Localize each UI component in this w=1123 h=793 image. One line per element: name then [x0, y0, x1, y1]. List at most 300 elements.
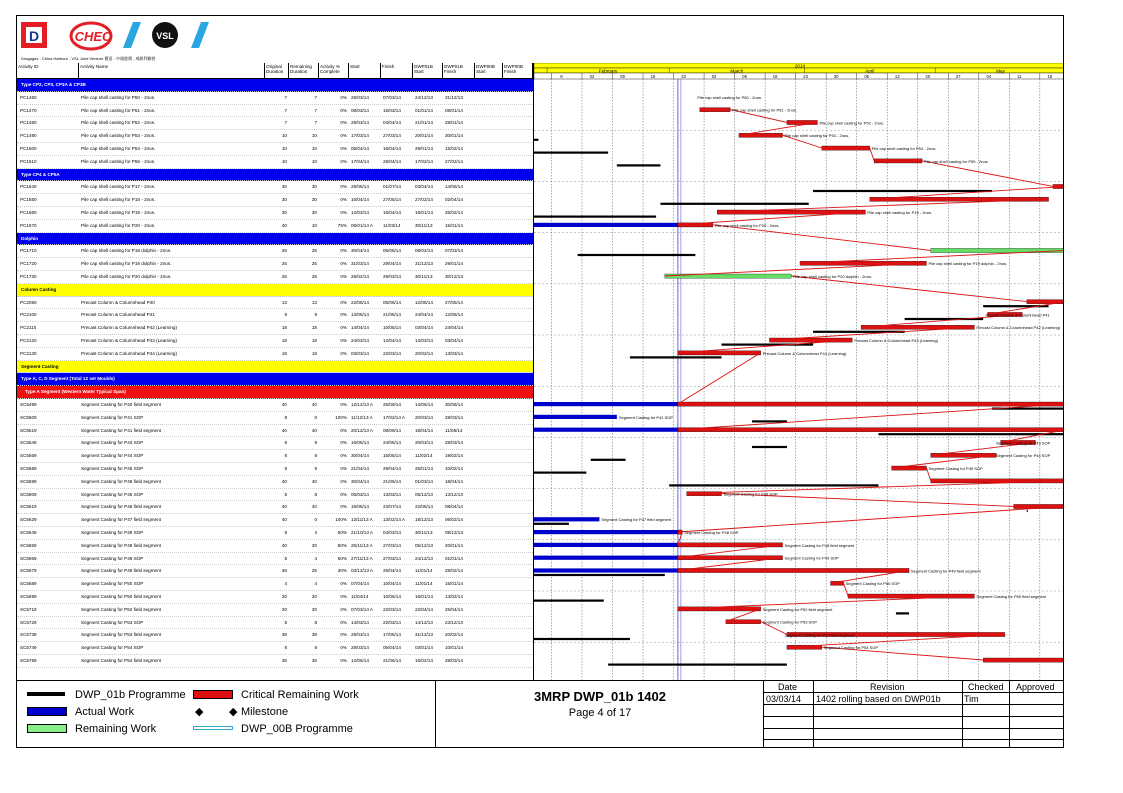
- finish-date: 21/06/14: [383, 658, 401, 663]
- original-duration: 18: [281, 338, 287, 343]
- table-row: [17, 501, 533, 514]
- remaining-duration: 10: [311, 146, 317, 151]
- start-date: 30/04/14: [351, 478, 369, 484]
- bar-label: Pile cap shell casting for P19 dolphin - 2nos.: [928, 261, 1008, 267]
- dwp01b-start: 17/02/14: [415, 158, 433, 164]
- activity-id: SC5619: [20, 504, 37, 510]
- finish-date: 27/03/14: [383, 555, 401, 561]
- table-row: [17, 463, 533, 476]
- dwp01b-start: 03/04/14: [415, 184, 433, 190]
- dwp01b-start: 18/04/14: [415, 427, 433, 433]
- dwp01b-finish: 10/02/14: [445, 466, 463, 471]
- critical-path-link: [678, 404, 1064, 430]
- original-duration: 40: [281, 402, 287, 407]
- baseline-bar: [630, 356, 722, 358]
- bar-label: Pile cap shell casting for P53 - 2nos.: [784, 133, 850, 139]
- finish-date: 04/03/14: [383, 530, 401, 535]
- finish-date: 13/03/14: [383, 491, 401, 497]
- activity-name: Segment Casting for P41 SOP: [81, 414, 144, 420]
- legend-label: Milestone: [241, 706, 289, 718]
- table-row: [17, 514, 533, 527]
- remaining-duration: 8: [314, 645, 317, 651]
- activity-id: PC1480: [20, 120, 37, 126]
- table-row: [17, 450, 533, 463]
- original-duration: 20: [281, 594, 287, 599]
- activity-id: PC1660: [20, 210, 37, 215]
- group-header-row: [17, 361, 533, 374]
- start-date: 17/04/14: [351, 158, 369, 164]
- dwp01b-start: 20/01/14: [415, 133, 433, 139]
- percent-complete: 50%: [337, 555, 347, 561]
- activity-id: PC2120: [20, 338, 37, 343]
- finish-date: 22/03/14: [383, 606, 401, 612]
- remaining-bar: [678, 428, 1064, 432]
- finish-date: 29/04/14: [383, 261, 401, 267]
- remaining-bar: [678, 351, 761, 355]
- activity-name: Segment Casting for P54 field segment: [81, 658, 161, 663]
- critical-path-link: [678, 506, 1064, 532]
- table-row: [17, 476, 533, 489]
- activity-name: Segment Casting for P46 field segment: [81, 504, 161, 510]
- start-date: 12/03/14: [351, 210, 369, 215]
- bar-label: Segment Casting for P41 SOP: [618, 414, 674, 420]
- week-label: 11: [1017, 74, 1022, 79]
- table-row: [17, 207, 533, 220]
- remaining-bar: [983, 658, 1064, 662]
- percent-complete: 0%: [340, 146, 347, 151]
- percent-complete: 0%: [340, 402, 347, 407]
- finish-date: 15/03/14: [383, 107, 401, 113]
- activity-name: Pile cap shell casting for P17 - 2nos.: [81, 184, 156, 190]
- table-row: [17, 437, 533, 450]
- finish-date: 29/03/14: [383, 274, 401, 279]
- group-title: Segment Casting: [21, 363, 59, 369]
- original-duration: 4: [284, 581, 287, 587]
- original-duration: 13: [281, 299, 287, 305]
- activity-name: Pile cap shell casting for P19 dolphin - 2nos.: [81, 261, 172, 267]
- original-duration: 40: [281, 542, 287, 548]
- dwp01b-start: 01/01/14: [415, 107, 433, 113]
- percent-complete: 0%: [340, 133, 347, 139]
- finish-date: 05/06/14: [383, 248, 401, 254]
- activity-id: SC5629: [20, 517, 37, 523]
- gantt-chart: [533, 63, 1064, 680]
- percent-complete: 0%: [340, 632, 347, 638]
- table-row: [17, 617, 533, 630]
- start-date: 12/12/13 A: [351, 402, 373, 407]
- bar-label: Segment Casting for P49 field segment: [911, 568, 981, 574]
- start-date: 27/11/13 A: [351, 555, 373, 561]
- original-duration: 40: [281, 517, 287, 523]
- percent-complete: 0%: [340, 466, 347, 471]
- start-date: 21/04/14: [351, 466, 369, 471]
- activity-name: Segment Casting for P49 field segment: [81, 568, 161, 574]
- activity-name: Pile cap shell casting for P18 - 2nos.: [81, 197, 156, 203]
- remaining-duration: 30: [311, 197, 317, 203]
- remaining-bar: [678, 402, 1064, 406]
- table-row: [17, 348, 533, 361]
- baseline-bar: [878, 433, 1064, 435]
- activity-name: Precast Column & Columnhead P41: [81, 312, 155, 318]
- actual-bar: [534, 568, 678, 572]
- dwp01b-start: 16/01/14: [415, 594, 433, 599]
- critical-path-link: [791, 276, 1026, 302]
- schedule-sheet: [16, 15, 1064, 748]
- start-date: 28/03/14: [351, 120, 369, 126]
- activity-name: Precast Column & Columnhead P42 (Learning): [81, 325, 178, 331]
- dwp01b-finish: 06/02/14: [445, 517, 463, 523]
- baseline-bar: [1027, 510, 1028, 512]
- remaining-bar: [892, 466, 927, 470]
- dwp01b-start: 14/05/14: [415, 402, 433, 407]
- remaining-duration: 20: [311, 594, 317, 599]
- activity-name: Segment Casting for P44 SOP: [81, 453, 144, 459]
- logo-1-text: D: [28, 28, 40, 44]
- start-date: 07/03/14 A: [351, 606, 373, 612]
- dwp01b-start: 27/02/14: [415, 197, 433, 203]
- activity-id: SC5549: [20, 440, 37, 446]
- remaining-duration: 18: [311, 338, 317, 343]
- critical-path-link: [713, 222, 931, 251]
- dwp01b-start: 25/01/14: [415, 466, 433, 471]
- activity-name: Pile cap shell casting for P19 - 2nos.: [81, 210, 156, 215]
- finish-date: 10/05/14: [383, 594, 401, 599]
- activity-name: Segment Casting for P45 SOP: [81, 466, 144, 471]
- bar-label: Precast Column & Columnhead P41: [985, 312, 1050, 318]
- original-duration: 7: [284, 120, 287, 126]
- chec-logo: [71, 23, 112, 49]
- remaining-duration: 8: [314, 466, 317, 471]
- dwp01b-start: 05/12/13: [415, 491, 433, 497]
- timeline-year: 2014: [794, 63, 806, 69]
- finish-date: 27/03/14: [383, 133, 401, 139]
- percent-complete: 0%: [340, 453, 347, 459]
- finish-date: 07/03/14: [383, 94, 401, 100]
- table-row: [17, 655, 533, 668]
- original-duration: 38: [281, 632, 287, 638]
- table-header: [17, 63, 533, 79]
- original-duration: 8: [284, 619, 287, 625]
- table-row: [17, 105, 533, 118]
- dwp01b-finish: 23/12/13: [445, 619, 463, 625]
- baseline-bar: [578, 254, 696, 256]
- remaining-bar: [874, 159, 922, 163]
- remaining-duration: 7: [314, 107, 317, 113]
- dwp01b-finish: 28/03/14: [445, 440, 463, 446]
- start-date: 12/05/14: [351, 658, 369, 663]
- original-duration: 10: [281, 158, 287, 164]
- activity-name: Segment Casting for P48 field segment: [81, 542, 161, 548]
- percent-complete: 100%: [335, 517, 347, 523]
- activity-id: SC5509: [20, 414, 37, 420]
- percent-complete: 0%: [340, 197, 347, 203]
- finish-date: 11/03/14: [383, 222, 401, 228]
- remaining-bar: [726, 620, 761, 624]
- percent-complete: 0%: [340, 274, 347, 279]
- original-duration: 8: [284, 555, 287, 561]
- rev-header-date: Date: [778, 682, 798, 692]
- original-duration: 30: [281, 197, 287, 203]
- percent-complete: 0%: [340, 120, 347, 126]
- percent-complete: 0%: [340, 261, 347, 267]
- start-date: 11/12/13 A: [351, 414, 373, 420]
- remaining-duration: 4: [314, 555, 317, 561]
- remaining-duration: 8: [314, 491, 317, 497]
- original-duration: 8: [284, 466, 287, 471]
- activity-id: SC5659: [20, 542, 37, 548]
- dwp01b-start: 18/12/13: [415, 517, 433, 523]
- dragages-logo: [21, 22, 47, 48]
- baseline-swatch: [27, 692, 65, 696]
- bar-label: Segment Casting for P54 SOP: [823, 645, 879, 651]
- remaining-bar: [678, 568, 909, 572]
- group-title: Type CP4 & CP5A: [21, 171, 60, 177]
- dwp01b-finish: 20/01/14: [445, 542, 463, 548]
- activity-id: SC5689: [20, 581, 37, 587]
- percent-complete: 0%: [340, 658, 347, 663]
- col-activity-name: Activity Name: [79, 63, 265, 78]
- legend-area: [17, 680, 1064, 748]
- original-duration: 10: [281, 146, 287, 151]
- group-title: Dolphin: [21, 235, 39, 241]
- activity-name: Segment Casting for P49 SOP: [81, 555, 144, 561]
- dwp01b-finish: 07/03/14: [445, 248, 463, 254]
- activity-name: Pile cap shell casting for P50 - 2nos.: [81, 94, 156, 100]
- activity-id: SC5719: [20, 606, 37, 612]
- dwp01b-start: 12/05/14: [415, 299, 433, 305]
- original-duration: 36: [281, 658, 287, 663]
- table-row: [17, 527, 533, 540]
- dwp01b-start: 08/02/14: [415, 248, 433, 254]
- table-row: [17, 271, 533, 284]
- activity-id: SC5569: [20, 453, 37, 459]
- legend-label: DWP_00B Programme: [241, 723, 353, 735]
- dwp01b-finish: 19/02/14: [445, 453, 463, 459]
- remaining-duration: 4: [314, 581, 317, 587]
- start-date: 25/11/13 A: [351, 542, 373, 548]
- table-row: [17, 553, 533, 566]
- activity-id: SC5699: [20, 594, 37, 599]
- dwp01b-start: 22/05/14: [415, 504, 433, 510]
- remaining-swatch: [27, 724, 67, 733]
- original-duration: 10: [281, 133, 287, 139]
- dwp01b-start: 30/11/13: [415, 222, 433, 228]
- dwp01b-start: 20/03/14: [415, 414, 433, 420]
- activity-name: Segment Casting for P53 SOP: [81, 619, 144, 625]
- activity-name: Pile cap shell casting for P55 - 2nos.: [81, 158, 156, 164]
- col-dwp01b-start: DWP01B Start: [413, 63, 443, 78]
- legend-label: Actual Work: [75, 706, 135, 718]
- bar-label: Pile cap shell casting for P50 - 2nos.: [697, 94, 763, 100]
- activity-id: PC1500: [20, 146, 37, 151]
- rev-header-revision: Revision: [870, 682, 905, 692]
- percent-complete: 0%: [340, 491, 347, 497]
- dwp01b-finish: 14/02/14: [445, 594, 463, 599]
- col-percent-complete: Activity % Complete: [319, 63, 349, 78]
- percent-complete: 0%: [340, 325, 347, 331]
- finish-date: 08/09/14: [383, 427, 401, 433]
- activity-name: Pile cap shell casting for P18 dolphin - 2nos.: [81, 248, 172, 254]
- actual-bar: [534, 402, 678, 406]
- dwp01b-finish: 30/12/13: [445, 274, 463, 279]
- activity-name: Pile cap shell casting for P20 dolphin - 2nos.: [81, 274, 172, 279]
- bar-label: Segment Casting for P48 SOP: [684, 530, 739, 535]
- table-row: [17, 578, 533, 591]
- rev-description: 1402 rolling based on DWP01b: [816, 694, 941, 704]
- legend-label: Remaining Work: [75, 723, 157, 735]
- activity-name: Segment Casting for P47 field segment: [81, 517, 161, 523]
- finish-date: 17/05/14: [383, 632, 401, 638]
- dwp01b-finish: 14/05/14: [445, 184, 463, 190]
- percent-complete: 100%: [335, 414, 347, 420]
- baseline-bar: [669, 484, 878, 486]
- activity-id: PC2100: [20, 312, 37, 318]
- activity-name: Pile cap shell casting for P51 - 2nos.: [81, 107, 156, 113]
- start-date: 28/03/14: [351, 645, 369, 651]
- start-date: 21/10/13 A: [351, 530, 373, 535]
- original-duration: 40: [281, 222, 287, 228]
- dwp01b-start: 11/01/14: [415, 581, 433, 587]
- start-date: 06/01/14 A: [351, 222, 373, 228]
- bar-label: Pile cap shell casting for P55 - 2nos.: [924, 158, 989, 164]
- dwp01b-finish: 28/01/14: [445, 120, 463, 126]
- dwp01b-finish: 13/12/13: [445, 491, 463, 497]
- table-row: [17, 181, 533, 194]
- document-title: 3MRP DWP_01b 1402: [534, 689, 666, 704]
- finish-date: 05/04/14: [383, 645, 401, 651]
- activity-name: Pile cap shell casting for P54 - 2nos.: [81, 146, 156, 151]
- original-duration: 20: [281, 606, 287, 612]
- percent-complete: 0%: [340, 478, 347, 484]
- dwp01b-start: 30/11/13: [415, 274, 433, 279]
- group-header-row: [17, 233, 533, 246]
- table-row: [17, 604, 533, 617]
- remaining-bar: [931, 248, 1064, 252]
- activity-name: Segment Casting for P46 SOP: [81, 491, 144, 497]
- table-row: [17, 335, 533, 348]
- activity-id: PC1720: [20, 261, 37, 267]
- actual-bar: [534, 543, 678, 547]
- remaining-duration: 38: [311, 632, 317, 638]
- remaining-duration: 26: [311, 261, 317, 267]
- start-date: 28/03/14: [351, 94, 369, 100]
- dwp01b-finish: 01/01/14: [445, 555, 463, 561]
- week-label: 04: [986, 74, 992, 79]
- vsl-logo: [123, 22, 209, 48]
- activity-name: Segment Casting for P54 SOP: [81, 645, 144, 651]
- week-label: 18: [1047, 74, 1053, 79]
- dwp01b-finish: 15/02/14: [445, 146, 463, 151]
- dwp01b-start: 03/04/14: [415, 325, 433, 331]
- dwp01b-finish: 28/03/14: [445, 414, 463, 420]
- col-activity-id: Activity ID: [17, 63, 79, 78]
- critical-path-link: [678, 353, 761, 404]
- remaining-duration: 26: [311, 248, 317, 254]
- finish-date: 01/07/14: [383, 184, 401, 190]
- remaining-bar: [700, 108, 731, 112]
- start-date: 05/03/14: [351, 491, 369, 497]
- activity-id: PC1640: [20, 184, 37, 190]
- activity-name: Segment Casting for P50 field segment: [81, 594, 161, 599]
- table-row: [17, 591, 533, 604]
- baseline-bar: [617, 164, 661, 166]
- activity-name: Segment Casting for P53 field segment: [81, 632, 161, 638]
- revision-table: [763, 681, 1064, 748]
- baseline-bar: [752, 446, 787, 448]
- start-date: 24/03/14: [351, 338, 369, 343]
- bar-label: Segment Casting for P53 field segment: [784, 632, 855, 638]
- col-start: Start: [349, 63, 381, 78]
- dwp01b-start: 01/03/14: [415, 478, 433, 484]
- logo-caption: Dragages - China Harbour - VSL Joint Venture 寶嘉 - 中國港灣 - 威勝利聯營: [21, 56, 156, 61]
- month-label: March: [730, 68, 744, 74]
- percent-complete: 75%: [337, 222, 347, 228]
- bar-label: Pile cap shell casting for P54 - 2nos.: [871, 146, 937, 151]
- group-title: Type A, C, D Segment (Total 12 set Moulds): [21, 376, 115, 382]
- activity-name: Precast Column & Columnhead P40: [81, 299, 155, 305]
- original-duration: 40: [281, 427, 287, 433]
- dwp01b-start: 03/01/14: [415, 645, 433, 651]
- remaining-duration: 8: [314, 453, 317, 459]
- activity-id: SC5669: [20, 555, 37, 561]
- start-date: 03/03/14: [351, 350, 369, 356]
- remaining-duration: 40: [311, 504, 317, 510]
- dwp01b-finish: 28/02/14: [445, 568, 463, 574]
- logo-strip: [17, 16, 227, 62]
- bar-label: Precast Column & Columnhead P42 (Learning): [976, 325, 1061, 331]
- logo-3-text: VSL: [156, 31, 174, 41]
- remaining-duration: 40: [311, 427, 317, 433]
- col-finish: Finish: [381, 63, 413, 78]
- finish-date: 25/09/14: [383, 402, 401, 407]
- original-duration: 8: [284, 440, 287, 446]
- original-duration: 8: [284, 491, 287, 497]
- activity-name: Pile cap shell casting for P53 - 2nos.: [81, 133, 156, 139]
- dwp01b-finish: 18/04/14: [445, 478, 463, 484]
- dwp01b-start: 29/01/14: [415, 146, 433, 151]
- baseline-bar: [534, 139, 538, 141]
- gantt-svg: [534, 63, 1064, 680]
- table-row: [17, 143, 533, 156]
- start-date: 16/04/14: [351, 197, 369, 203]
- dwp01b-finish: 10/01/14: [445, 645, 463, 651]
- rev-header-approved: Approved: [1016, 682, 1055, 692]
- start-date: 08/03/14: [351, 107, 369, 113]
- bar-label: Precast Column & Columnhead P43 (Learning): [854, 338, 938, 343]
- week-label: 30: [833, 74, 839, 79]
- col-dwp00b-finish: DWP00B Finish: [503, 63, 533, 78]
- start-date: 14/03/14: [351, 619, 369, 625]
- percent-complete: 0%: [340, 299, 347, 305]
- activity-name: Pile cap shell casting for P52 - 2nos.: [81, 120, 156, 126]
- bar-label: Segment Casting for P45 SOP: [928, 466, 983, 471]
- dwp01b-finish: 09/12/13: [445, 530, 463, 535]
- activity-name: Pile cap shell casting for P20 - 2nos.: [81, 222, 156, 228]
- bar-label: Segment Casting for P50 SOP: [845, 581, 900, 587]
- baseline-bar: [534, 216, 656, 218]
- baseline-bar: [534, 600, 604, 602]
- dwp01b-start: 24/04/14: [415, 312, 433, 318]
- dwp01b-finish: 15/01/14: [445, 581, 463, 587]
- dwp01b-finish: 20/02/14: [445, 632, 463, 638]
- activity-id: PC2110: [20, 325, 37, 331]
- baseline-bar: [813, 190, 992, 192]
- milestone-icon: ◆: [195, 706, 204, 718]
- percent-complete: 50%: [337, 542, 347, 548]
- month-label: February: [598, 68, 618, 74]
- original-duration: 7: [284, 94, 287, 100]
- percent-complete: 0%: [340, 606, 347, 612]
